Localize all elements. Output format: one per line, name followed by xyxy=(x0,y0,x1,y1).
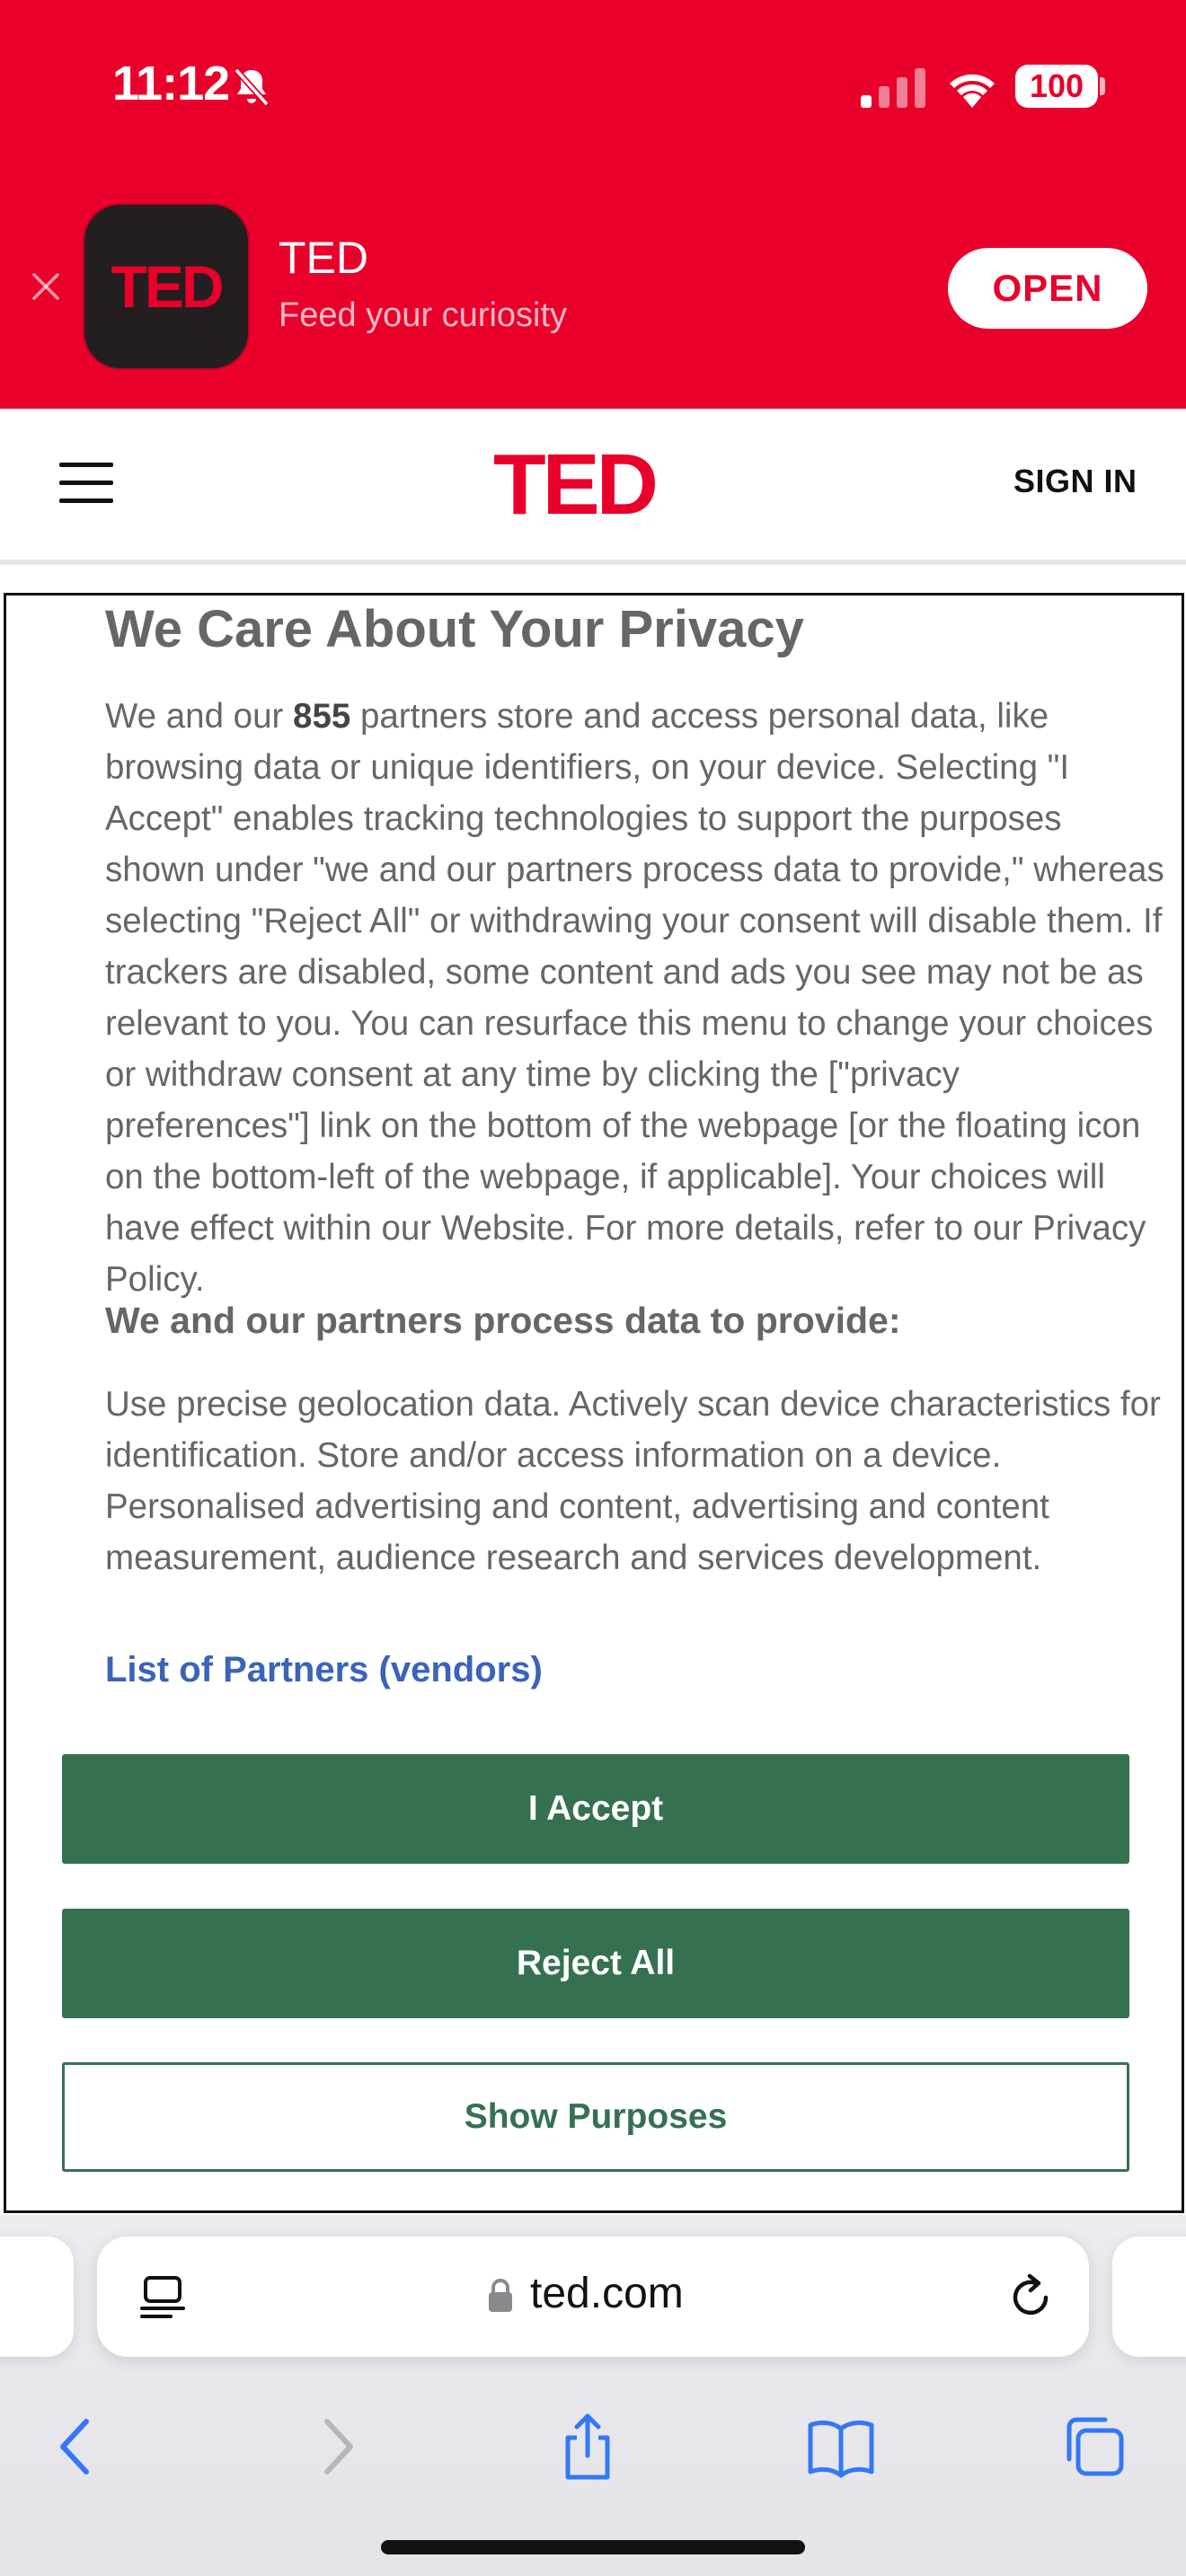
forward-icon[interactable] xyxy=(300,2411,372,2483)
privacy-consent-dialog xyxy=(4,593,1184,2213)
sign-in-link[interactable]: SIGN IN xyxy=(1013,463,1137,499)
menu-line xyxy=(59,498,113,503)
purposes-heading: We and our partners process data to provide: xyxy=(105,1300,901,1341)
list-of-partners-link[interactable]: List of Partners (vendors) xyxy=(105,1650,543,1689)
status-time: 11:12 xyxy=(112,57,230,110)
app-banner-title: TED xyxy=(279,233,368,283)
show-purposes-button[interactable]: Show Purposes xyxy=(62,2062,1129,2172)
share-icon[interactable] xyxy=(552,2411,624,2483)
consent-body-prefix: We and our xyxy=(105,697,294,736)
next-tab-preview[interactable] xyxy=(1112,2236,1186,2357)
bell-slash-icon xyxy=(229,65,274,110)
address-bar[interactable] xyxy=(97,2236,1089,2357)
hamburger-menu-icon[interactable] xyxy=(59,463,113,502)
menu-line xyxy=(59,481,113,485)
app-banner-area xyxy=(0,0,1186,409)
battery-icon xyxy=(1015,65,1098,108)
page-menu-icon[interactable] xyxy=(140,2274,187,2321)
status-bar xyxy=(0,0,1186,171)
consent-title: We Care About Your Privacy xyxy=(105,600,804,658)
bookmarks-icon[interactable] xyxy=(805,2411,877,2483)
browser-toolbar xyxy=(0,2215,1186,2576)
previous-tab-preview[interactable] xyxy=(0,2236,74,2357)
close-icon[interactable] xyxy=(31,271,61,302)
back-icon[interactable] xyxy=(41,2411,113,2483)
ted-logo[interactable]: TED xyxy=(493,437,655,533)
wifi-icon xyxy=(945,66,999,108)
home-indicator xyxy=(381,2540,805,2554)
cellular-signal-icon xyxy=(861,68,925,108)
partner-count: 855 xyxy=(293,697,351,736)
consent-description xyxy=(105,691,1165,1305)
site-header xyxy=(0,409,1186,565)
consent-body-suffix: partners store and access personal data, like browsing data or unique identifiers, on your device. Selecting "I Accept" enables tracking technologies to support the purposes shown under "we and our partners process data to provide," whereas selecting "Reject All" or withdrawing your consent will disable them. If trackers are disabled, some content and ads you see may not be as relevant to you. You can resurface this menu to change your choices or withdraw consent at any time by clicking the ["privacy preferences"] link on the bottom of the webpage [or the floating icon on the bottom-left of the webpage, if applicable]. Your choices will have effect within our Website. For more details, refer to our Privacy Policy. xyxy=(105,697,1164,1299)
ted-app-icon xyxy=(84,205,248,368)
menu-line xyxy=(59,463,113,467)
app-banner-subtitle: Feed your curiosity xyxy=(279,296,568,334)
lock-icon xyxy=(487,2278,514,2314)
open-app-button[interactable]: OPEN xyxy=(948,248,1147,329)
purposes-list: Use precise geolocation data. Actively scan device characteristics for identification. Store and/or access information on a device. Personalised advertising and content, advertising and content measurement, audience research and services development. xyxy=(105,1385,1161,1577)
battery-level: 100 xyxy=(1029,67,1084,104)
accept-button[interactable]: I Accept xyxy=(62,1754,1129,1864)
battery-cap xyxy=(1100,77,1105,95)
app-icon-logo: TED xyxy=(111,253,222,320)
reload-icon[interactable] xyxy=(1006,2272,1055,2321)
reject-all-button[interactable]: Reject All xyxy=(62,1909,1129,2018)
url-text[interactable]: ted.com xyxy=(530,2270,684,2317)
tabs-icon[interactable] xyxy=(1058,2411,1130,2483)
